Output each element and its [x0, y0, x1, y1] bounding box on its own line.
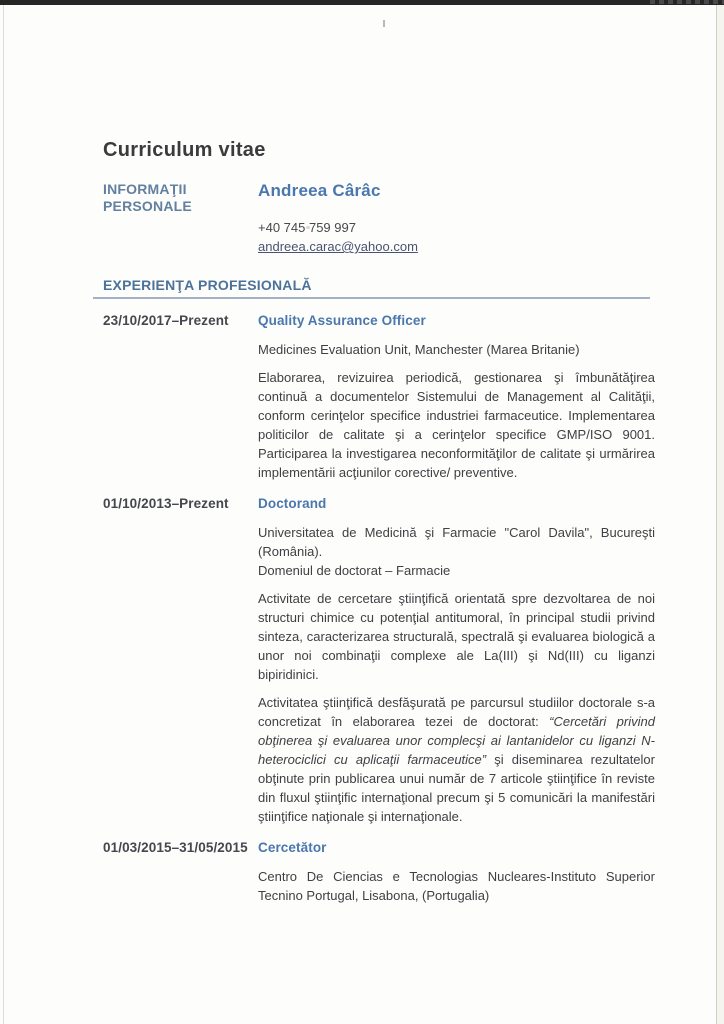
page-title: Curriculum vitae — [103, 139, 266, 161]
entry-organization-line1: Universitatea de Medicină şi Farmacie "Carol Davila", Bucureşti (România). — [258, 525, 655, 559]
entry-description: Activitate de cercetare ştiinţifică orientată spre dezvoltarea de noi structuri chimice cu potenţial antitumoral, în principal studii privind sinteza, caracterizarea structurală, spectrală şi evaluarea biologică a unor noi combinaţii complexe ale La(III) şi Nd(III) cu liganzi bipiridinici. — [258, 591, 655, 682]
person-name: Andreea Cârâc — [258, 181, 381, 200]
entry-organization: Centro De Ciencias e Tecnologias Nucleares-Instituto Superior Tecnino Portugal, Lisabona, (Portugalia) — [258, 869, 655, 903]
scan-artifact-top-bar — [0, 0, 724, 5]
entry-period: 23/10/2017–Prezent — [103, 313, 229, 328]
scan-artifact-top-dashes — [650, 0, 724, 4]
personal-info-label-line2: PERSONALE — [103, 198, 192, 214]
scan-artifact-right-edge — [716, 5, 717, 1024]
entry-period: 01/10/2013–Prezent — [103, 496, 229, 511]
entry-job-title: Quality Assurance Officer — [258, 313, 426, 328]
scan-artifact-tick — [383, 20, 385, 27]
thesis-title-italic: “Cercetări privind obţinerea şi evaluarea unor complecşi ai lantanidelor cu liganzi N-heterociclici cu aplicaţii farmaceutice” — [258, 714, 655, 767]
scan-artifact-right-band — [717, 5, 724, 1024]
thesis-rest-text: şi diseminarea rezultatelor obţinute prin publicarea unui număr de 7 articole ştiinţifice în reviste din fluxul ştiinţific internaţional precum şi 5 comunicări la manifestări ştiinţifice naţionale şi internaţionale. — [258, 752, 655, 824]
personal-info-label-line1: INFORMAŢII — [103, 181, 187, 197]
personal-info-section — [103, 181, 655, 256]
email-row — [258, 237, 655, 256]
entry-job-title: Cercetător — [258, 840, 327, 855]
cv-content — [103, 139, 655, 905]
scan-artifact-left-edge — [3, 5, 4, 1024]
experience-section-heading: EXPERIENŢA PROFESIONALĂ — [93, 277, 650, 299]
contact-block — [258, 218, 655, 256]
entry-job-title: Doctorand — [258, 496, 327, 511]
experience-entry — [103, 839, 655, 905]
entry-body — [258, 839, 655, 905]
entry-body — [258, 312, 655, 482]
entry-description-thesis — [258, 693, 655, 826]
experience-entry — [103, 312, 655, 482]
email-link[interactable]: andreea.carac@yahoo.com — [258, 239, 418, 254]
entry-period: 01/03/2015–31/05/2015 — [103, 840, 248, 855]
personal-info-body — [258, 181, 655, 256]
entry-body — [258, 495, 655, 826]
entry-organization: Medicines Evaluation Unit, Manchester (Marea Britanie) — [258, 342, 580, 357]
entry-description: Elaborarea, revizuirea periodică, gestionarea şi îmbunătăţirea continuă a documentelor Sistemului de Management al Calităţii, conform cerinţelor specifice industriei farmaceutice. Implementarea politicilor de calitate şi a cerinţelor specifice GMP/ISO 9001. Participarea la investigarea neconformităţilor de calitate şi urmărirea implementării acţiunilor corective/ preventive. — [258, 370, 655, 480]
entry-organization-line2: Domeniul de doctorat – Farmacie — [258, 563, 451, 578]
thesis-intro-text: Activitatea ştiinţifică desfăşurată pe parcursul studiilor doctorale s-a concretizat în elaborarea tezei de doctorat: — [258, 695, 655, 729]
entry-organization — [258, 523, 655, 580]
experience-entry — [103, 495, 655, 826]
personal-info-label — [103, 181, 258, 256]
phone-number: +40 745 759 997 — [258, 220, 356, 235]
